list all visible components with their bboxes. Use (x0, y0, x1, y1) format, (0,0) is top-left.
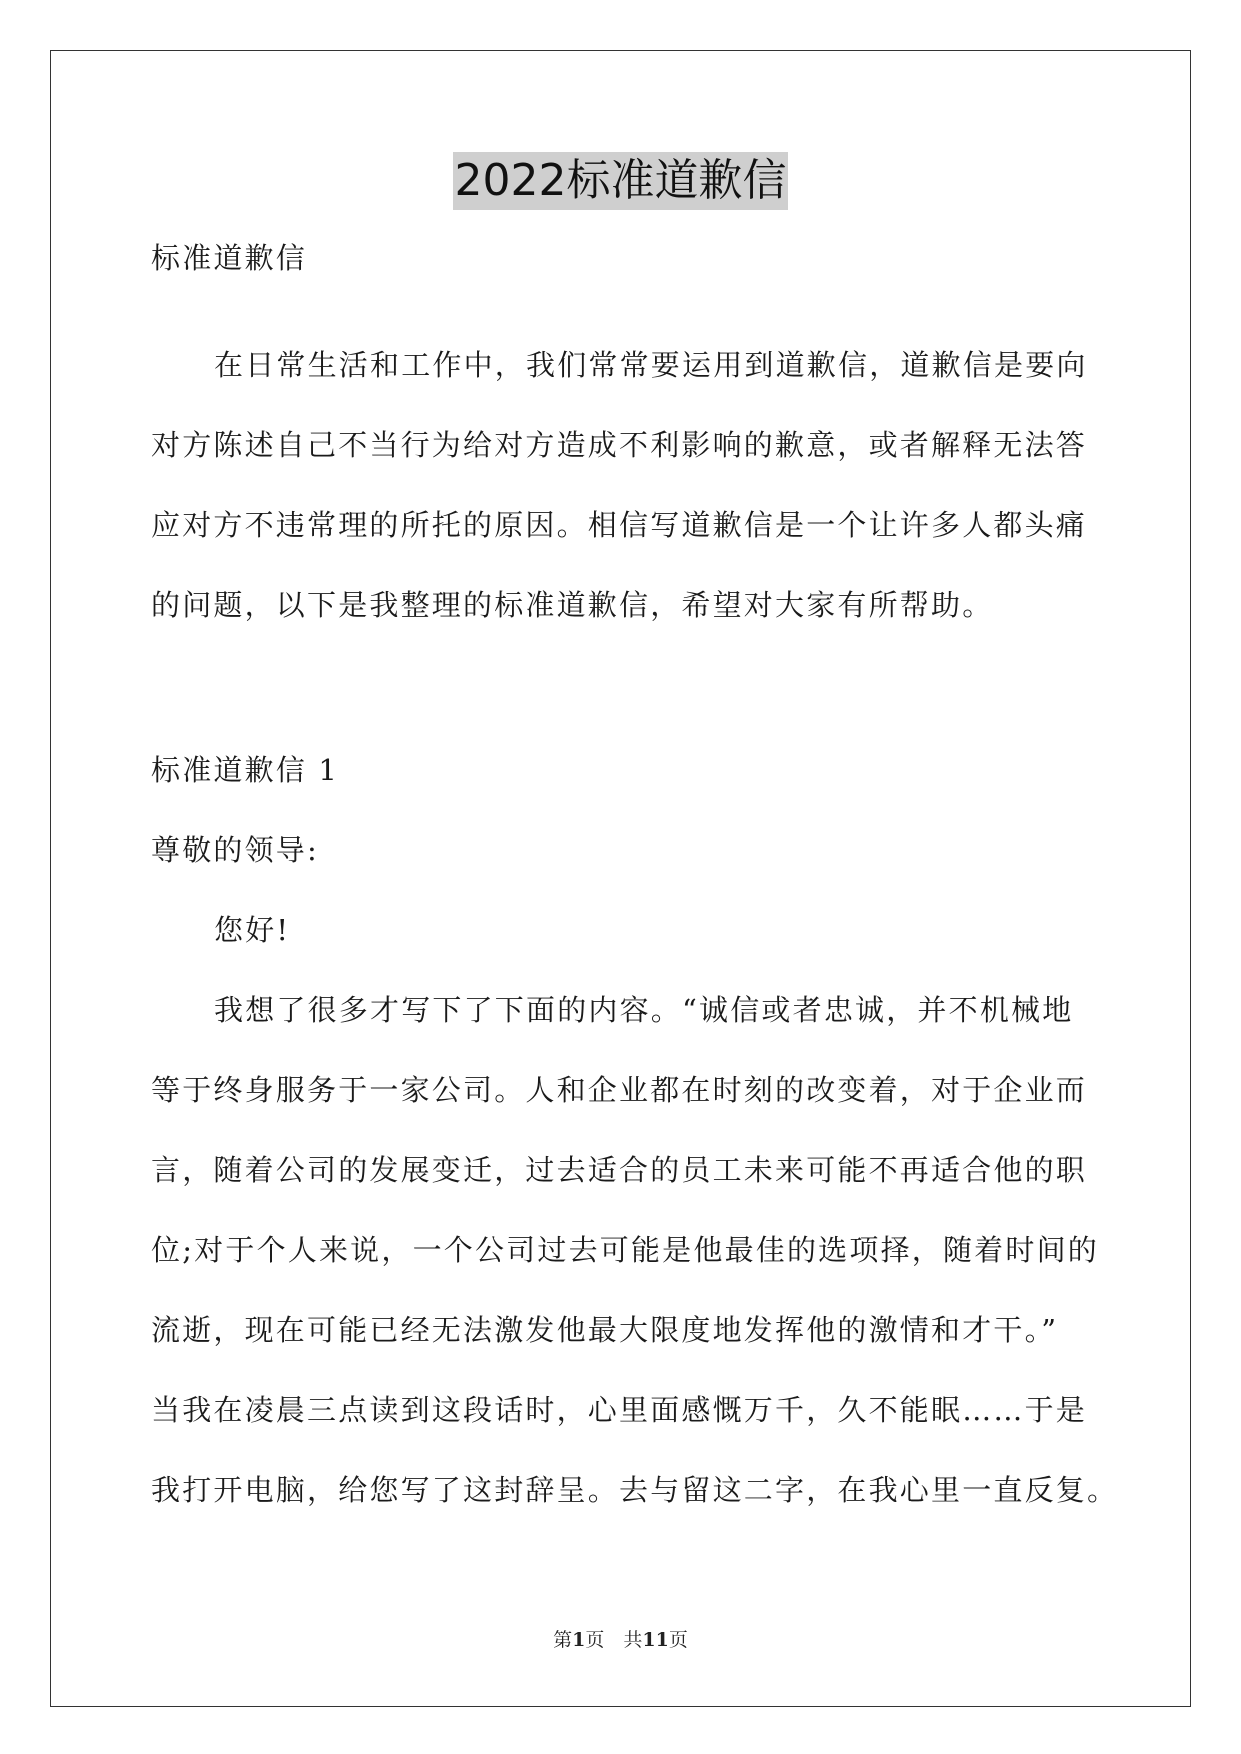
page-border (50, 50, 1191, 1707)
page-suffix: 页 (668, 1629, 688, 1651)
body-line-5: 流逝，现在可能已经无法激发他最大限度地发挥他的激情和才干。” (151, 1313, 1059, 1347)
page-current: 1 (572, 1629, 586, 1651)
salutation: 尊敬的领导: (151, 833, 319, 867)
body-line-1: 我想了很多才写下了下面的内容。“诚信或者忠诚，并不机械地 (214, 993, 1074, 1027)
body-line-7: 我打开电脑，给您写了这封辞呈。去与留这二字，在我心里一直反复。 (151, 1473, 1119, 1507)
page-footer (0, 1628, 1241, 1652)
title-container (0, 152, 1241, 210)
page-mid: 页 共 (585, 1629, 643, 1651)
greeting: 您好! (214, 913, 291, 947)
body-line-3: 言，随着公司的发展变迁，过去适合的员工未来可能不再适合他的职 (151, 1153, 1088, 1187)
intro-line-4: 的问题，以下是我整理的标准道歉信，希望对大家有所帮助。 (151, 588, 994, 622)
section-heading: 标准道歉信 1 (151, 753, 340, 787)
body-line-2: 等于终身服务于一家公司。人和企业都在时刻的改变着，对于企业而 (151, 1073, 1088, 1107)
body-line-4: 位;对于个人来说，一个公司过去可能是他最佳的选项择，随着时间的 (151, 1233, 1099, 1267)
document-title: 2022标准道歉信 (453, 152, 789, 210)
body-line-6: 当我在凌晨三点读到这段话时，心里面感慨万千，久不能眠……于是 (151, 1393, 1088, 1427)
intro-line-3: 应对方不违常理的所托的原因。相信写道歉信是一个让许多人都头痛 (151, 508, 1088, 542)
intro-line-1: 在日常生活和工作中，我们常常要运用到道歉信，道歉信是要向 (214, 348, 1088, 382)
page-total: 11 (642, 1629, 669, 1651)
page-prefix: 第 (553, 1629, 573, 1651)
document-subtitle: 标准道歉信 (151, 241, 308, 275)
intro-line-2: 对方陈述自己不当行为给对方造成不利影响的歉意，或者解释无法答 (151, 428, 1088, 462)
